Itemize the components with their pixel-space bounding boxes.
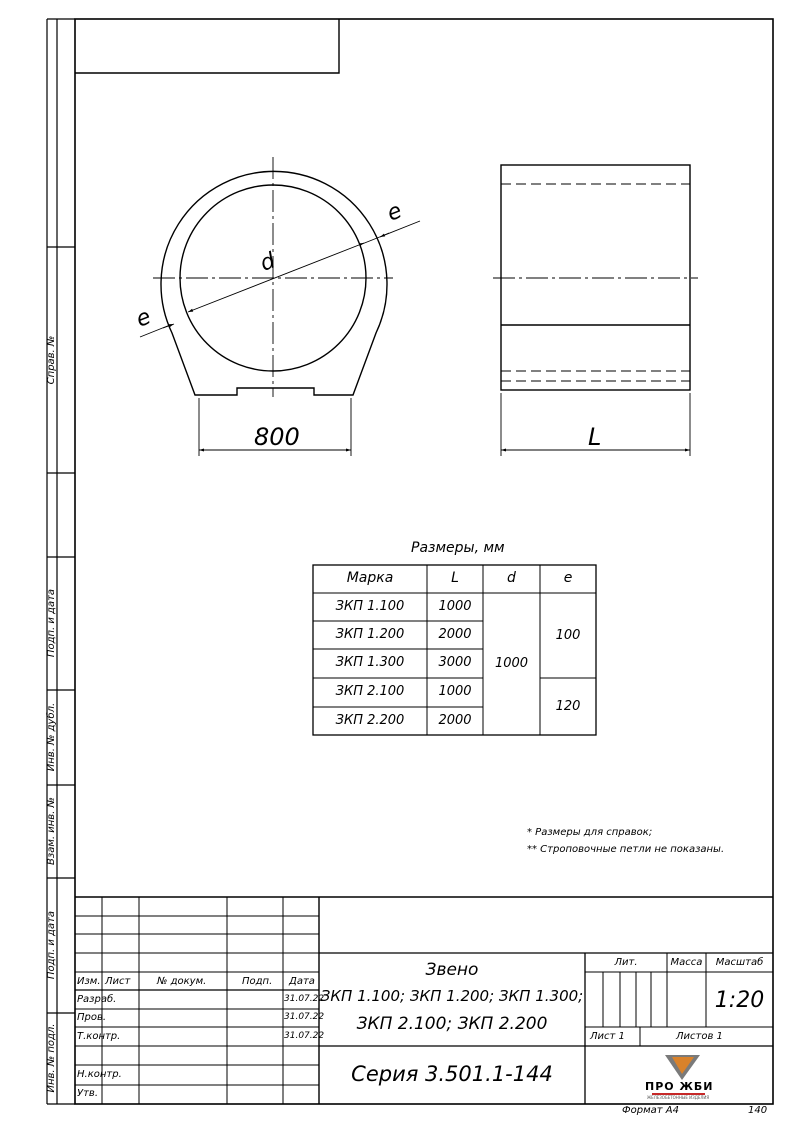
tb-header-doc: № докум.	[157, 976, 207, 987]
logo-subtext: ЖЕЛЕЗОБЕТОННЫЕ ИЗДЕЛИЯ	[646, 1095, 710, 1100]
width-dimension: 800	[254, 423, 300, 451]
strip-vzam: Взам. инв. №	[46, 797, 57, 865]
table-header-e: e	[563, 570, 573, 586]
strip-inv-podl: Инв. № подл.	[46, 1023, 57, 1093]
tb-sheets: Листов 1	[676, 1031, 723, 1042]
strip-podp2: Подп. и дата	[46, 910, 57, 980]
tb-series: Серия 3.501.1-144	[351, 1062, 553, 1086]
footer-page-number: 140	[748, 1105, 768, 1116]
tb-date: 31.07.22	[284, 1012, 325, 1022]
wall-label-left: e	[132, 304, 155, 333]
length-dimension: L	[588, 423, 602, 451]
strip-inv-dubl: Инв. № дубл.	[46, 702, 57, 772]
tb-name-line3: ЗКП 2.100; ЗКП 2.200	[356, 1014, 548, 1034]
strip-sprav: Справ. №	[46, 335, 57, 385]
tb-lit: Лит.	[614, 957, 638, 968]
note-reference-dims: * Размеры для справок;	[527, 827, 653, 838]
table-row-L: 1000	[438, 599, 472, 614]
tb-header-list: Лист	[105, 976, 131, 987]
tb-scale: 1:20	[714, 988, 765, 1013]
strip-podp1: Подп. и дата	[46, 588, 57, 658]
table-row-mark: ЗКП 1.200	[335, 627, 405, 642]
table-d-value: 1000	[494, 656, 529, 671]
table-caption: Размеры, мм	[411, 540, 505, 556]
table-header-L: L	[451, 570, 459, 586]
tb-role: Т.контр.	[77, 1031, 121, 1042]
tb-name-line1: Звено	[425, 960, 479, 980]
tb-role: Разраб.	[77, 994, 117, 1005]
tb-role: Н.контр.	[77, 1069, 122, 1080]
tb-name-line2: ЗКП 1.100; ЗКП 1.200; ЗКП 1.300;	[320, 987, 584, 1005]
table-row-L: 2000	[438, 713, 472, 728]
table-row-L: 2000	[438, 627, 472, 642]
tb-header-data: Дата	[289, 976, 315, 987]
tb-sheet: Лист 1	[590, 1031, 625, 1042]
table-e-group1: 100	[555, 628, 581, 643]
ring-section	[140, 157, 420, 456]
table-header-d: d	[507, 570, 516, 586]
tb-header-izm: Изм.	[77, 976, 101, 987]
tb-date: 31.07.22	[284, 994, 325, 1004]
table-row-mark: ЗКП 1.100	[335, 599, 405, 614]
tb-role: Утв.	[77, 1088, 98, 1099]
table-row-mark: ЗКП 1.300	[335, 655, 405, 670]
table-row-mark: ЗКП 2.100	[335, 684, 405, 699]
tb-role: Пров.	[77, 1012, 107, 1023]
logo-text: ПРО ЖБИ	[645, 1080, 714, 1093]
table-e-group2: 120	[555, 699, 581, 714]
note-lifting-loops: ** Строповочные петли не показаны.	[527, 844, 725, 855]
diameter-label: d	[256, 248, 279, 277]
tb-mass: Масса	[670, 957, 703, 968]
footer-format: Формат А4	[622, 1105, 679, 1116]
tb-scale-label: Масштаб	[715, 957, 764, 968]
table-row-L: 1000	[438, 684, 472, 699]
wall-label-right: e	[383, 198, 406, 227]
sheet-frame	[75, 19, 773, 1104]
table-row-L: 3000	[438, 655, 472, 670]
table-row-mark: ЗКП 2.200	[335, 713, 405, 728]
tb-header-podp: Подп.	[242, 976, 273, 987]
side-view	[493, 165, 698, 456]
tb-date: 31.07.22	[284, 1031, 325, 1041]
table-header-mark: Марка	[346, 570, 394, 586]
